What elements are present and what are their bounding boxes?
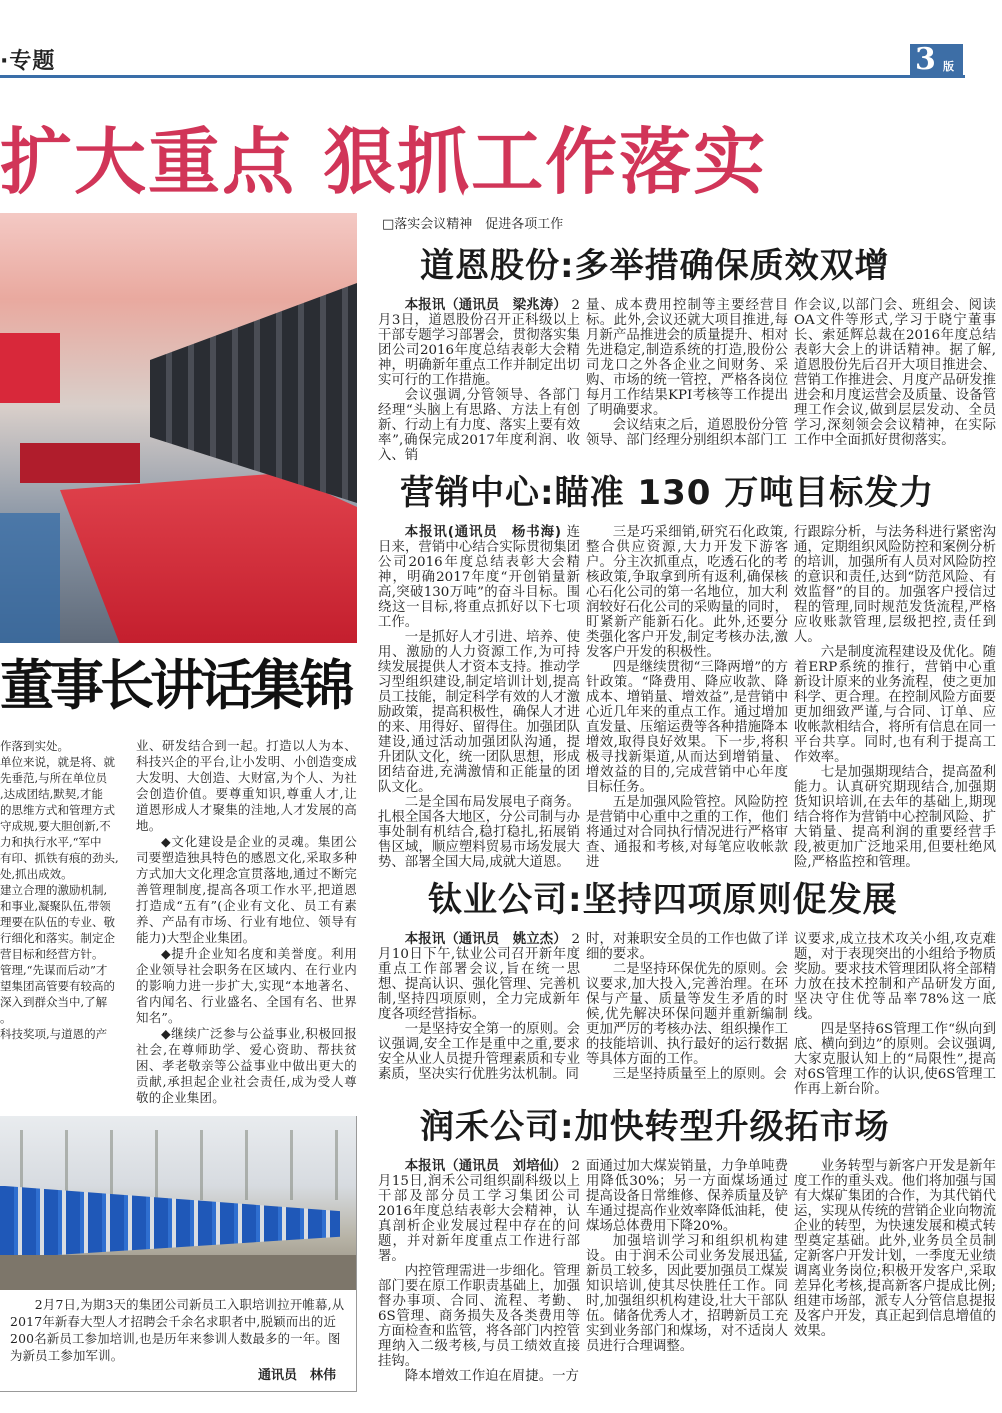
page-number-badge — [910, 44, 963, 78]
text-line: 望集团高管要有较高的 — [0, 979, 115, 993]
paragraph — [378, 1264, 580, 1369]
ground — [0, 1255, 356, 1290]
trees — [0, 1130, 356, 1200]
paragraph — [586, 1067, 788, 1082]
article-column — [586, 932, 788, 1082]
article-title: 润禾公司:加快转型升级拓市场 — [420, 1107, 890, 1147]
paragraph — [378, 1159, 580, 1264]
section-label: ·专题 — [0, 49, 56, 74]
paragraph-text: 二是全国布局发展电子商务。扎根全国各大地区，分公司制与办事处制有机结合,稳打稳扎,拓展销售区域，顺应塑料贸易市场发展大势、部署全国大局,成就大道恩。 — [378, 795, 580, 870]
text-line: 有印、抓铁有痕的劲头, — [0, 851, 119, 865]
text-line: 和事业,凝聚队伍,带领 — [0, 899, 111, 913]
article-column — [378, 525, 580, 870]
paragraph: ◆继续广泛参与公益事业,积极回报社会,在尊师助学、爱心资助、帮扶贫困、孝老敬亲等公益事业中做出更大的贡献,承担起企业社会责任,成为受人尊敬的企业集团。 — [136, 1026, 357, 1105]
article-title: 道恩股份:多举措确保质效双增 — [420, 246, 890, 286]
paragraph — [586, 962, 788, 1067]
paragraph-text: 量、成本费用控制等主要经营目标。此外,会议还就大项目推进,每月新产品推进会的质量提升、相对先进稳定,制造系统的打造,股份公司龙口之外各企业之间财务、采购、市场的统一管控，严格各岗位每月工作结果KPI考核等工作提出了明确要求。 — [586, 298, 788, 418]
paragraph — [378, 1369, 580, 1384]
paragraph-text: 时，对兼职安全员的工作也做了详细的要求。 — [586, 932, 788, 962]
text-line: 力和执行水平,“军中 — [0, 835, 102, 849]
article-title: 营销中心:瞄准 130 万吨目标发力 — [400, 473, 935, 513]
paragraph — [586, 932, 788, 962]
article-column — [586, 1159, 788, 1354]
article-column — [794, 1159, 996, 1339]
byline: 本报讯（通讯员 梁兆涛） — [404, 298, 572, 313]
paragraph-text: 二是坚持环保优先的原则。会议要求,加大投入,完善治理。在环保与产量、质量等发生矛盾的时候,优先解决环保问题并重新编制更加严厉的考核办法、组织操作工的技能培训、执行最好的运行数据等具体方面的工作。 — [586, 962, 788, 1067]
paragraph — [794, 645, 996, 765]
paragraph — [378, 630, 580, 795]
article-column — [586, 298, 788, 448]
paragraph — [586, 660, 788, 795]
paragraph-text: 七是加强期现结合，提高盈利能力。认真研究期现结合,加强期货知识培训,在去年的基础上,期现结合将作为营销中心控制风险、扩大销量、提高利润的重要经营手段,被更加广泛地采用,但要杜绝风险,严格监控和管理。 — [794, 765, 996, 870]
paragraph-text: 内控管理需进一步细化。管理部门要在原工作职责基础上，加强督办事项、合同、流程、考勤、6S管理、商务损失及各类费用等方面检查和监管，将各部门内控管理纳入二级考核,与员工绩效直接挂钩。 — [378, 1264, 580, 1369]
paragraph — [586, 298, 788, 418]
paragraph — [794, 1022, 996, 1097]
caption-text: 2月7日,为期3天的集团公司新员工入职培训拉开帷幕,从2017年新春大型人才招聘会千余名求职者中,脱颖而出的近200名新员工参加培训,也是历年来参训人数最多的一年。图为新员工参加军训。 — [10, 1297, 345, 1363]
training-photo — [0, 1116, 356, 1290]
text-line: 理要在队伍的专业、敬 — [0, 915, 115, 929]
paragraph-text: 三是巧采细销,研究石化政策,整合供应资源,大力开发下游客户。分主次抓重点，吃透石化的考核政策,争取拿到所有返利,确保核心石化公司的第一名地位，加大利润较好石化公司的采购量的同时，盯紧新产能新石化。此外,还要分类强化客户开发,制定考核办法,激发客户开发的积极性。 — [586, 525, 788, 660]
paragraph: ◆提升企业知名度和美誉度。利用企业领导社会职务在区域内、在行业内的影响力进一步扩大,实现“本地著名、省内闻名、行业盛名、全国有名、世界知名”。 — [136, 946, 357, 1025]
text-line: 营目标和经营方针。 — [0, 947, 104, 961]
text-line: 建立合理的激励机制, — [0, 883, 108, 897]
audience — [0, 513, 60, 643]
paragraph-text: 会议结束之后，道恩股份分管领导、部门经理分别组织本部门工 — [586, 418, 788, 448]
paragraph — [794, 525, 996, 645]
byline: 本报讯（通讯员 姚立杰） — [404, 932, 572, 947]
byline: 本报讯（通讯员 刘培仙） — [404, 1159, 572, 1174]
speech-section-title: 董事长讲话集锦 — [0, 654, 350, 717]
paragraph-text: 作会议,以部门会、班组会、阅读OA文件等形式,学习于晓宁董事长、索延辉总裁在2016年度总结表彰大会上的讲话精神。据了解,道恩股份先后召开大项目推进会、营销工作推进会、月度产品研发推进会和月度运营会及质量、设备管理工作会议,做到层层发动、全员学习,深刻领会会议精神，在实际工作中全面抓好贯彻落实。 — [794, 298, 996, 448]
text-line: 作落到实处。 — [0, 739, 69, 753]
text-line: 行细化和落实。制定企 — [0, 931, 115, 945]
paragraph-text: 连日来，营销中心结合实际贯彻集团公司2016年度总结表彰大会精神，明确2017年度“开创销量新高,突破130万吨”的奋斗目标。围绕这一目标,将重点抓好以下七项工作。 — [378, 525, 580, 630]
podium — [20, 443, 140, 483]
paragraph — [378, 388, 580, 463]
paragraph — [378, 932, 580, 1022]
paragraph-text: 四是继续贯彻“三降两增”的方针政策。“降费用、降应收款、降成本、增销量、增效益”,是营销中心近几年来的重点工作。通过增加直发量、压缩运费等各种措施降本增效,取得良好效果。下一步,将积极寻找新渠道,从而达到增销量、增效益的目的,完成营销中心年度目标任务。 — [586, 660, 788, 795]
article-column — [378, 932, 580, 1082]
paragraph-text: 一是抓好人才引进、培养、使用、激励的人力资源工作,为可持续发展提供人才资本支持。推动学习型组织建设,制定培训计划,提高员工技能，制定科学有效的人才激励政策，提高积极性，确保人才进的来、用得好、留得住。加强团队建设,通过活动加强团队沟通，提升团队文化，统一团队思想，形成团结奋进,充满激情和正能量的团队文化。 — [378, 630, 580, 795]
text-line: 。 — [0, 1011, 12, 1025]
red-carpet-stage — [60, 473, 357, 643]
photo-caption — [10, 1296, 346, 1364]
paragraph — [586, 418, 788, 448]
paragraph — [586, 525, 788, 660]
main-headline: 扩大重点 狠抓工作落实 — [0, 120, 768, 204]
text-line: ,达成团结,默契,才能 — [0, 787, 103, 801]
kicker: □落实会议精神 促进各项工作 — [382, 217, 564, 232]
text-line: 管理,“先谋而后动”才 — [0, 963, 108, 977]
text-line: 处,抓出成效。 — [0, 867, 73, 881]
article-title: 钛业公司:坚持四项原则促发展 — [428, 880, 898, 920]
paragraph: ◆文化建设是企业的灵魂。集团公司要塑造独具特色的感恩文化,采取多种方式加大文化理念宣贯落地,通过不断完善管理制度,提高各项工作水平,把道恩打造成“五有”(企业有文化、员工有素养、产品有市场、行业有地位、领导有能力)大型企业集团。 — [136, 834, 357, 945]
article-column — [794, 298, 996, 448]
paragraph — [794, 1159, 996, 1339]
paragraph — [378, 795, 580, 870]
article-column — [794, 932, 996, 1097]
paragraph-text: 三是坚持质量至上的原则。会 — [612, 1067, 787, 1082]
text-line: 守成规,要大胆创新,不 — [0, 819, 111, 833]
text-line: 先垂范,与所在单位员 — [0, 771, 108, 785]
paragraph-text: 业务转型与新客户开发是新年度工作的重头戏。他们将加强与国有大煤矿集团的合作，为其代销代运，实现从传统的营销企业向物流企业的转型，为快速发展和模式转型奠定基础。此外,业务员全员制定新客户开发计划，一季度无业绩调离业务岗位;积极开发客户,采取差异化考核,提高新客户提成比例;组建市场部，派专人分管信息提报及客户开发，真正起到信息增值的效果。 — [794, 1159, 996, 1339]
paragraph-text: 面通过加大煤炭销量，力争单吨费用降低30%；另一方面煤场通过提高设备日常维修、保养质量及铲车通过提高作业效率降低油耗，使煤场总体费用下降20%。 — [586, 1159, 788, 1234]
paragraph — [586, 1159, 788, 1234]
text-line: 的思维方式和管理方式 — [0, 803, 115, 817]
standing-people — [150, 283, 357, 503]
paragraph-text: 2月10日下午,钛业公司召开新年度重点工作部署会议,旨在统一思想、提高认识、强化管理、完善机制,坚持四项原则，全力完成新年度各项经营指标。 — [378, 932, 580, 1022]
article-column — [794, 525, 996, 870]
byline: 本报讯(通讯员 杨书海) — [404, 525, 567, 540]
paragraph-text: 加强培训学习和组织机构建设。由于润禾公司业务发展迅猛,新员工较多，因此要加强员工煤炭知识培训,使其尽快胜任工作。同时,加强组织机构建设,壮大干部队伍。储备优秀人才，招聘新员工充实到业务部门和煤场，对不适岗人员进行合理调整。 — [586, 1234, 788, 1354]
paragraph-text: 行跟踪分析，与法务科进行紧密沟通，定期组织风险防控和案例分析的培训，加强所有人员对风险防控的意识和责任,达到“防范风险、有效监督”的目的。加强客户授信过程的管理,同时规范发货流程,严格应收账款管理,层级把控,责任到人。 — [794, 525, 996, 645]
paragraph-text: 一是坚持安全第一的原则。会议强调,安全工作是重中之重,要求安全从业人员提升管理素质和专业素质，坚决实行优胜劣汰机制。同 — [378, 1022, 580, 1082]
text-line: 单位来说，就是将、就 — [0, 755, 115, 769]
paragraph-text: 2月15日,润禾公司组织副科级以上干部及部分员工学习集团公司2016年度总结表彰大会精神，认真剖析企业发展过程中存在的问题，并对新年度重点工作进行部署。 — [378, 1159, 580, 1264]
paragraph — [378, 525, 580, 630]
paragraph-text: 议要求,成立技术攻关小组,攻克难题，对于表现突出的小组给予物质奖励。要求技术管理团队将全部精力放在技术控制和产品研发方面,坚决守住优等品率78%这一底线。 — [794, 932, 996, 1022]
paragraph-text: 2月3日，道恩股份召开正科级以上干部专题学习部署会，贯彻落实集团公司2016年度总结表彰大会精神，明确新年重点工作并制定出切实可行的工作措施。 — [378, 298, 580, 388]
paragraph-text: 降本增效工作迫在眉捷。一方 — [404, 1369, 579, 1384]
conference-photo — [0, 213, 357, 643]
article-column — [378, 1159, 580, 1384]
paragraph-text: 会议强调,分管领导、各部门经理“头脑上有思路、方法上有创新、行动上有力度、落实上要有效率”,确保完成2017年度利润、收入、销 — [378, 388, 580, 463]
paragraph — [378, 298, 580, 388]
text-line: 深入到群众当中,了解 — [0, 995, 108, 1009]
header-rule — [0, 75, 965, 78]
speech-column-2 — [136, 738, 357, 1106]
speech-column-1 — [0, 738, 128, 1042]
paragraph — [794, 298, 996, 448]
paragraph-text: 六是制度流程建设及优化。随着ERP系统的推行，营销中心重新设计原来的业务流程，使之更加科学、更合理。在控制风险方面要更加细致严谨,与合同、订单、应收帐款相结合，将所有信息在同一平台共享。同时,也有利于提高工作效率。 — [794, 645, 996, 765]
page-unit: 版 — [943, 60, 954, 73]
article-column — [378, 298, 580, 463]
page-number: 3 — [915, 42, 936, 77]
paragraph — [794, 765, 996, 870]
article-column — [586, 525, 788, 870]
paragraph — [586, 795, 788, 870]
banner — [0, 333, 60, 403]
paragraph — [794, 932, 996, 1022]
paragraph — [586, 1234, 788, 1354]
paragraph — [378, 1022, 580, 1082]
paragraph: 业、研发结合到一起。打造以人为本、科技兴企的平台,让小发明、小创造变成大发明、大创造、大财富,为个人、为社会创造价值。要尊重知识,尊重人才,让道恩形成人才聚集的洼地,人才发展的高地。 — [136, 738, 357, 833]
paragraph-text: 五是加强风险管控。风险防控是营销中心重中之重的工作，他们将通过对合同执行情况进行严格审查、通报和考核,对每笔应收帐款进 — [586, 795, 788, 870]
text-line: 科技奖项,与道恩的产 — [0, 1027, 108, 1041]
photo-credit: 通讯员 林伟 — [258, 1368, 337, 1383]
paragraph-text: 四是坚持6S管理工作“纵向到底、横向到边”的原则。会议强调,大家克服认知上的“局限性”,提高对6S管理工作的认识,使6S管理工作再上新台阶。 — [794, 1022, 996, 1097]
